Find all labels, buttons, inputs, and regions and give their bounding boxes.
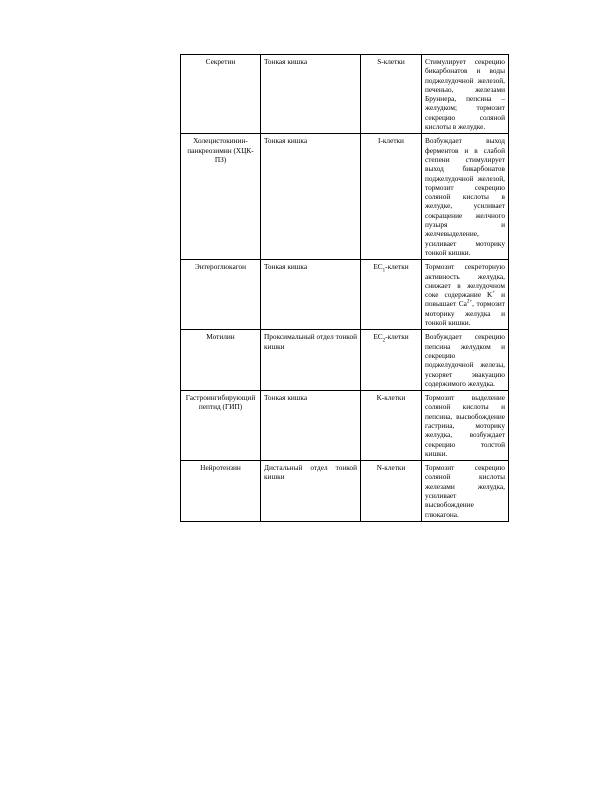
cell-type-main: EC <box>373 262 383 272</box>
cell-type-cell: I-клетки <box>361 134 422 260</box>
effect-text-part: , тормозит моторику желудка и тонкой кишки. <box>425 299 505 328</box>
cell-type-suffix: -клетки <box>385 262 409 272</box>
effect-text-part: и повышает Ca <box>425 290 505 309</box>
hormones-table <box>180 54 509 522</box>
hormone-name-cell: Энтероглюкагон <box>181 260 261 330</box>
table-row <box>181 391 509 461</box>
table-row <box>181 330 509 391</box>
site-cell: Проксимальный отдел тонкой кишки <box>261 330 361 391</box>
cell-type-cell: K-клетки <box>361 391 422 461</box>
cell-type-cell <box>361 330 422 391</box>
site-cell: Тонкая кишка <box>261 134 361 260</box>
hormone-name-cell: Гастроингибирующий пептид (ГИП) <box>181 391 261 461</box>
cell-type-main: EC <box>373 332 383 342</box>
cell-type-cell <box>361 260 422 330</box>
table-row <box>181 461 509 522</box>
ion-charge-superscript: + <box>492 290 496 296</box>
effect-text-part: Тормозит секреторную активность желудка, снижает в желудочном соке содержание K <box>425 262 505 300</box>
site-cell: Тонкая кишка <box>261 391 361 461</box>
table-row <box>181 55 509 134</box>
site-cell: Тонкая кишка <box>261 260 361 330</box>
hormone-name-cell: Секретин <box>181 55 261 134</box>
effect-cell: Возбуждает выход ферментов и в слабой степени стимулирует выход бикарбонатов поджелудочной железой, тормозит секрецию соляной кислоты в желудке, усиливает сокращение желчного пузыря и желчевыделение, усиливает моторику тонкой кишки. <box>422 134 509 260</box>
site-cell: Тонкая кишка <box>261 55 361 134</box>
site-cell: Дистальный отдел тонкой кишки <box>261 461 361 522</box>
hormone-name-cell: Нейротензин <box>181 461 261 522</box>
table-row <box>181 134 509 260</box>
cell-type-subscript: 2 <box>382 338 386 344</box>
effect-cell: Тормозит секрецию соляной кислоты железами желудка, усиливает высвобождение глюкагона. <box>422 461 509 522</box>
effect-cell <box>422 260 509 330</box>
cell-type-subscript: 1 <box>382 268 386 274</box>
hormone-name-cell: Мотилин <box>181 330 261 391</box>
ion-charge-superscript: 2+ <box>466 300 473 305</box>
hormone-name-cell: Холецистокинин-панкреозимин (ХЦК-ПЗ) <box>181 134 261 260</box>
effect-cell: Стимулирует секрецию бикарбонатов и воды поджелудочной железой, печенью, железами Бруннера, пепсина – желудком; тормозит секрецию соляной кислоты в желудке. <box>422 55 509 134</box>
cell-type-cell: N-клетки <box>361 461 422 522</box>
table-row <box>181 260 509 330</box>
effect-cell: Возбуждает секрецию пепсина желудком и секрецию поджелудочной железы, ускоряет эвакуацию содержимого желудка. <box>422 330 509 391</box>
cell-type-cell: S-клетки <box>361 55 422 134</box>
cell-type-suffix: -клетки <box>385 332 409 342</box>
effect-cell: Тормозит выделение соляной кислоты и пепсина, высвобождение гастрина, моторику желудка, возбуждает секрецию толстой кишки. <box>422 391 509 461</box>
